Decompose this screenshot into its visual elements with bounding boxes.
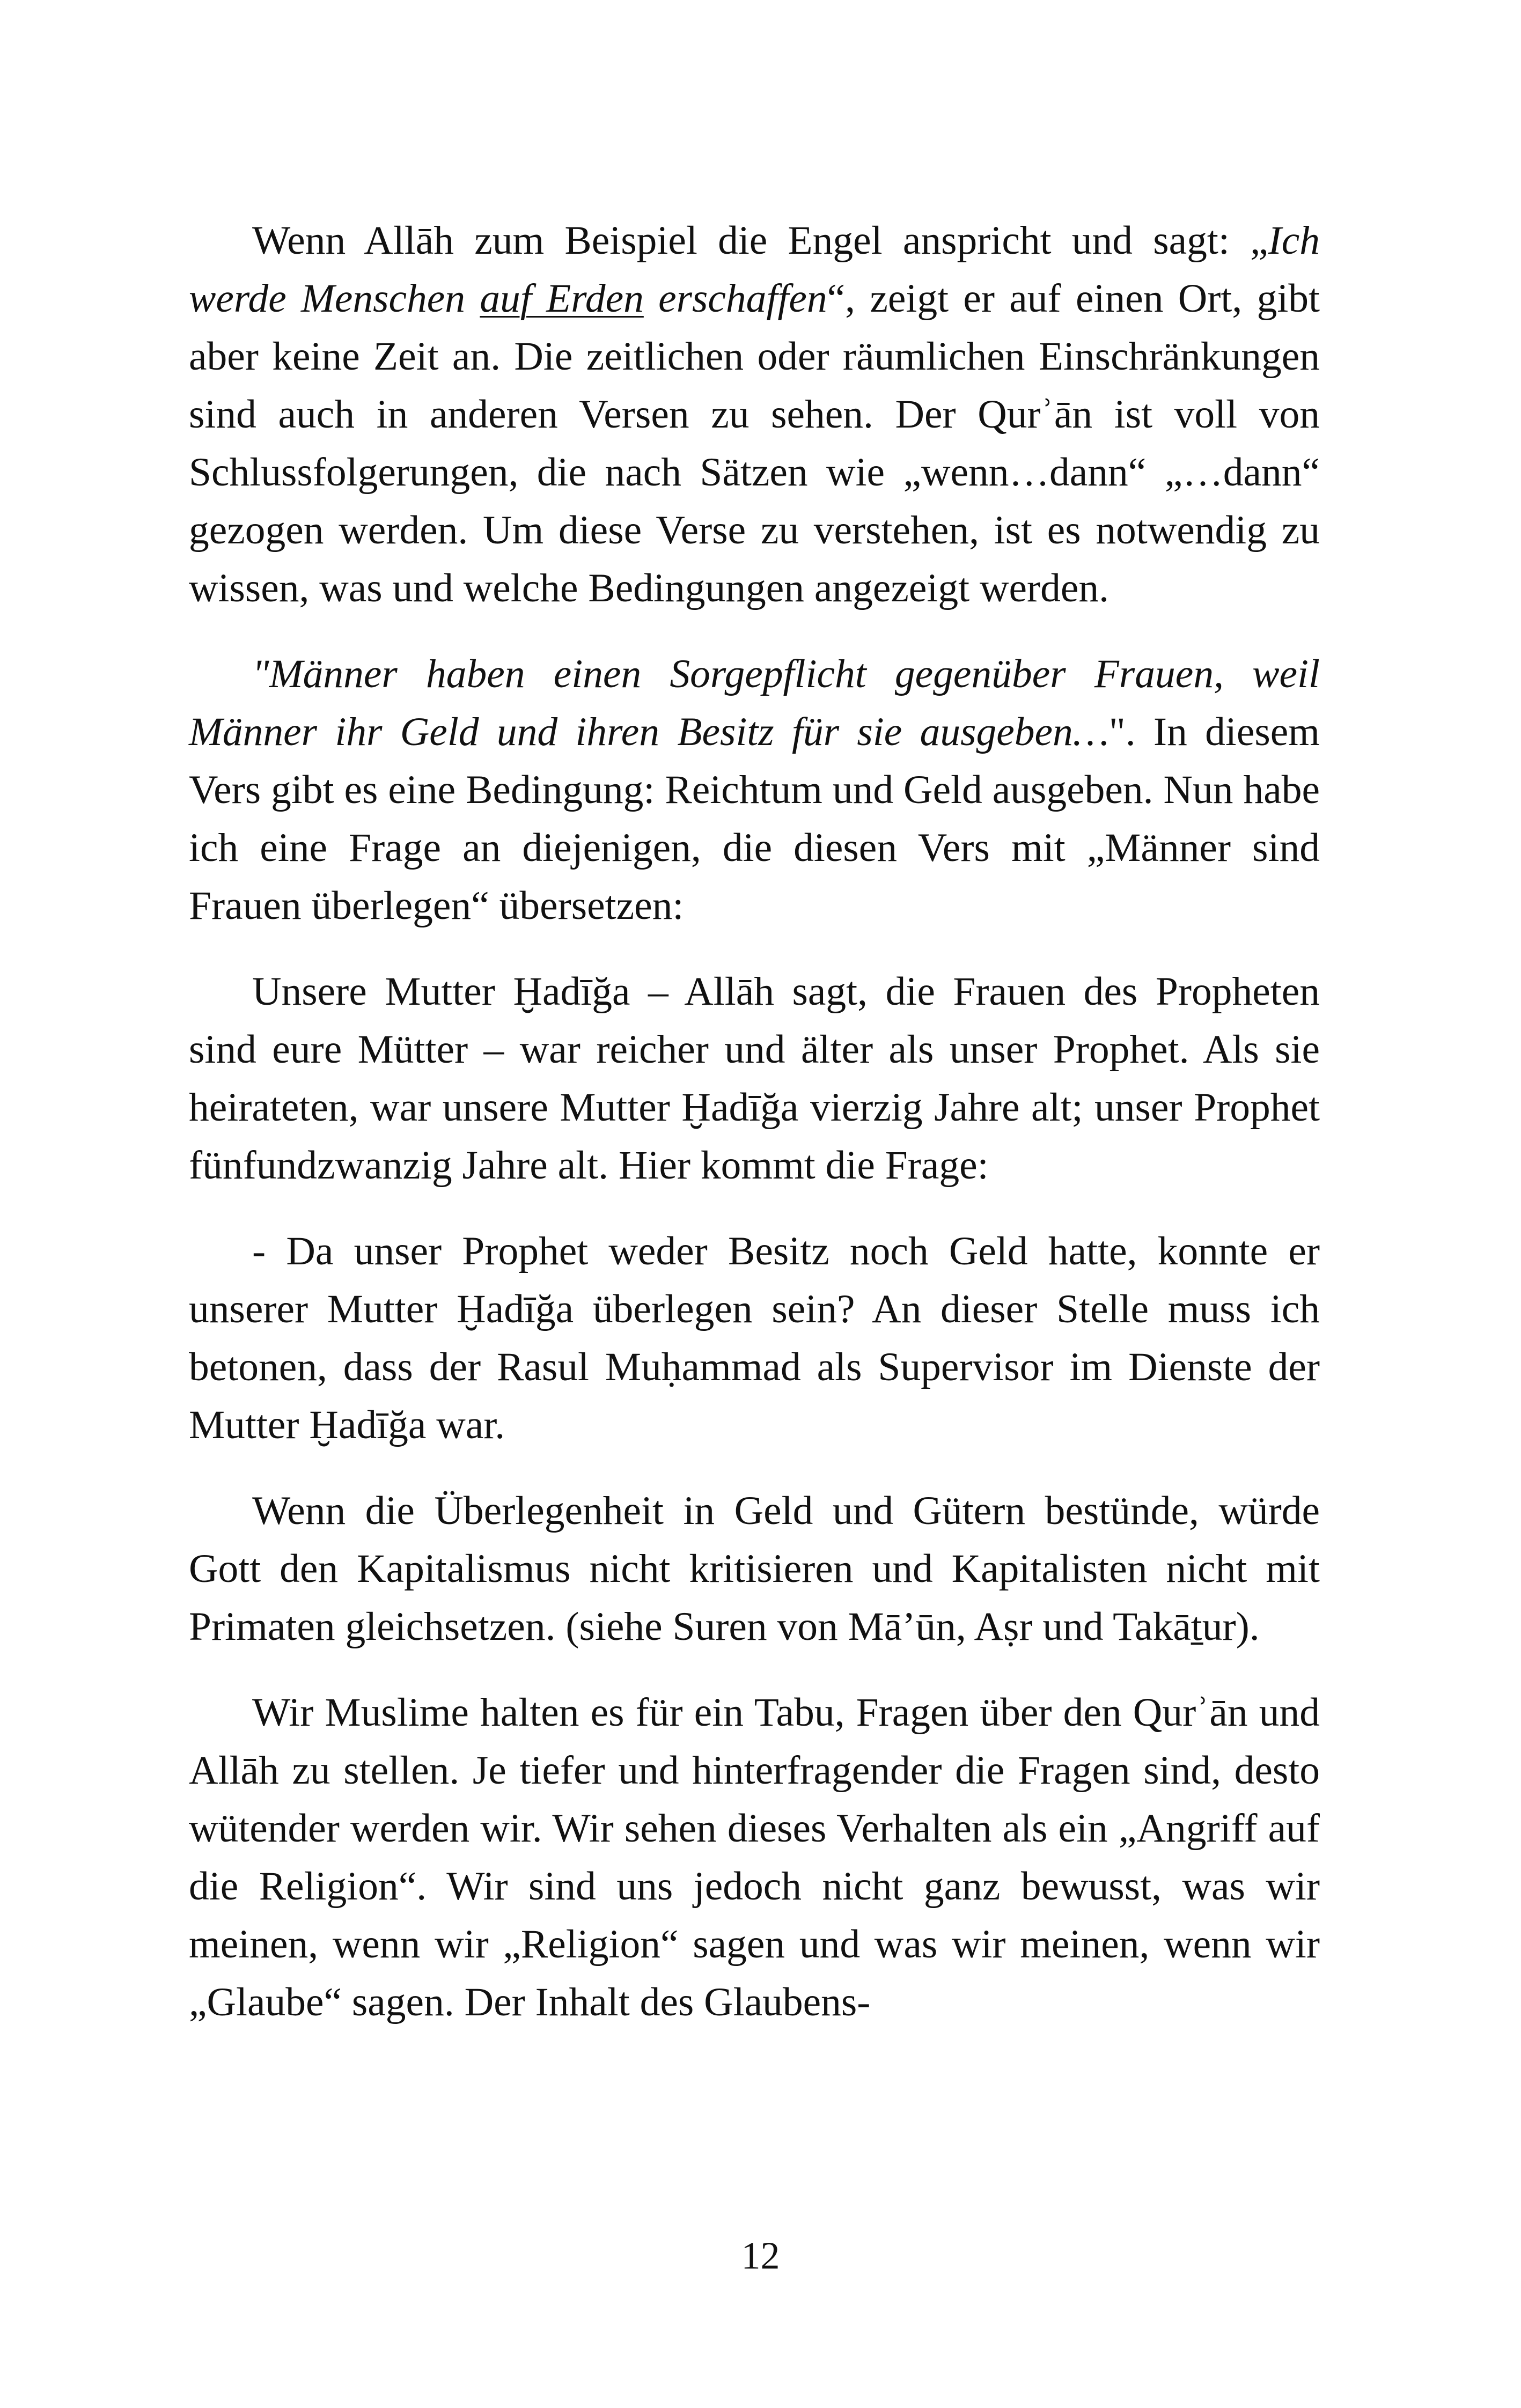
page-number: 12 — [741, 2234, 780, 2277]
paragraph-1-text-b: “, zeigt er auf einen Ort, gibt aber keine Zeit an. Die zeitlichen oder räumlichen Einschränkungen sind auch in anderen Versen zu sehen. Der Qurʾān ist voll von Schlussfolgerungen, die nach Sätzen wie „wenn…dann“ „…dann“ gezogen werden. Um diese Verse zu verstehen, ist es notwendig zu wissen, was und welche Bedingungen angezeigt werden. — [189, 276, 1320, 610]
paragraph-3: Unsere Mutter Ḫadīğa – Allāh sagt, die Frauen des Propheten sind eure Mütter – war reicher und älter als unser Prophet. Als sie heirateten, war unsere Mutter Ḫadīğa vierzig Jahre alt; unser Prophet fünfundzwanzig Jahre alt. Hier kommt die Frage: — [189, 969, 1320, 1188]
quote-italic-b: erschaffen — [643, 276, 827, 321]
paragraph-1-text-a: Wenn Allāh zum Beispiel die Engel anspricht und sagt: „ — [252, 218, 1268, 263]
quote-italic-a: Ich werde Menschen — [189, 218, 1320, 321]
paragraph-2 — [189, 645, 1320, 935]
quote-italic-underlined — [480, 276, 643, 321]
body-text — [189, 212, 1320, 2059]
paragraph-2-text: ". In diesem Vers gibt es eine Bedingung: Reichtum und Geld ausgeben. Nun habe ich eine Frage an diejenigen, die diesen Vers mit „Männer sind Frauen überlegen“ übersetzen: — [189, 710, 1320, 928]
paragraph-1 — [189, 212, 1320, 617]
verse-quote-italic: "Männer haben einen Sorgepflicht gegenüber Frauen, weil Männer ihr Geld und ihren Besitz für sie ausgeben… — [189, 652, 1320, 754]
underlined-phrase: auf Erden — [480, 276, 644, 321]
paragraph-5: Wenn die Überlegenheit in Geld und Gütern bestünde, würde Gott den Kapitalismus nicht kritisieren und Kapitalisten nicht mit Primaten gleichsetzen. (siehe Suren von Mā’ūn, Aṣr und Takāṯur). — [189, 1489, 1320, 1649]
paragraph-4: - Da unser Prophet weder Besitz noch Geld hatte, konnte er unserer Mutter Ḫadīğa überlegen sein? An dieser Stelle muss ich betonen, dass der Rasul Muḥammad als Supervisor im Dienste der Mutter Ḫadīğa war. — [189, 1229, 1320, 1447]
paragraph-6: Wir Muslime halten es für ein Tabu, Fragen über den Qurʾān und Allāh zu stellen. Je tiefer und hinterfragender die Fragen sind, desto wütender werden wir. Wir sehen dieses Verhalten als ein „Angriff auf die Religion“. Wir sind uns jedoch nicht ganz bewusst, was wir meinen, wenn wir „Religion“ sagen und was wir meinen, wenn wir „Glaube“ sagen. Der Inhalt des Glaubens- — [189, 1690, 1320, 2024]
